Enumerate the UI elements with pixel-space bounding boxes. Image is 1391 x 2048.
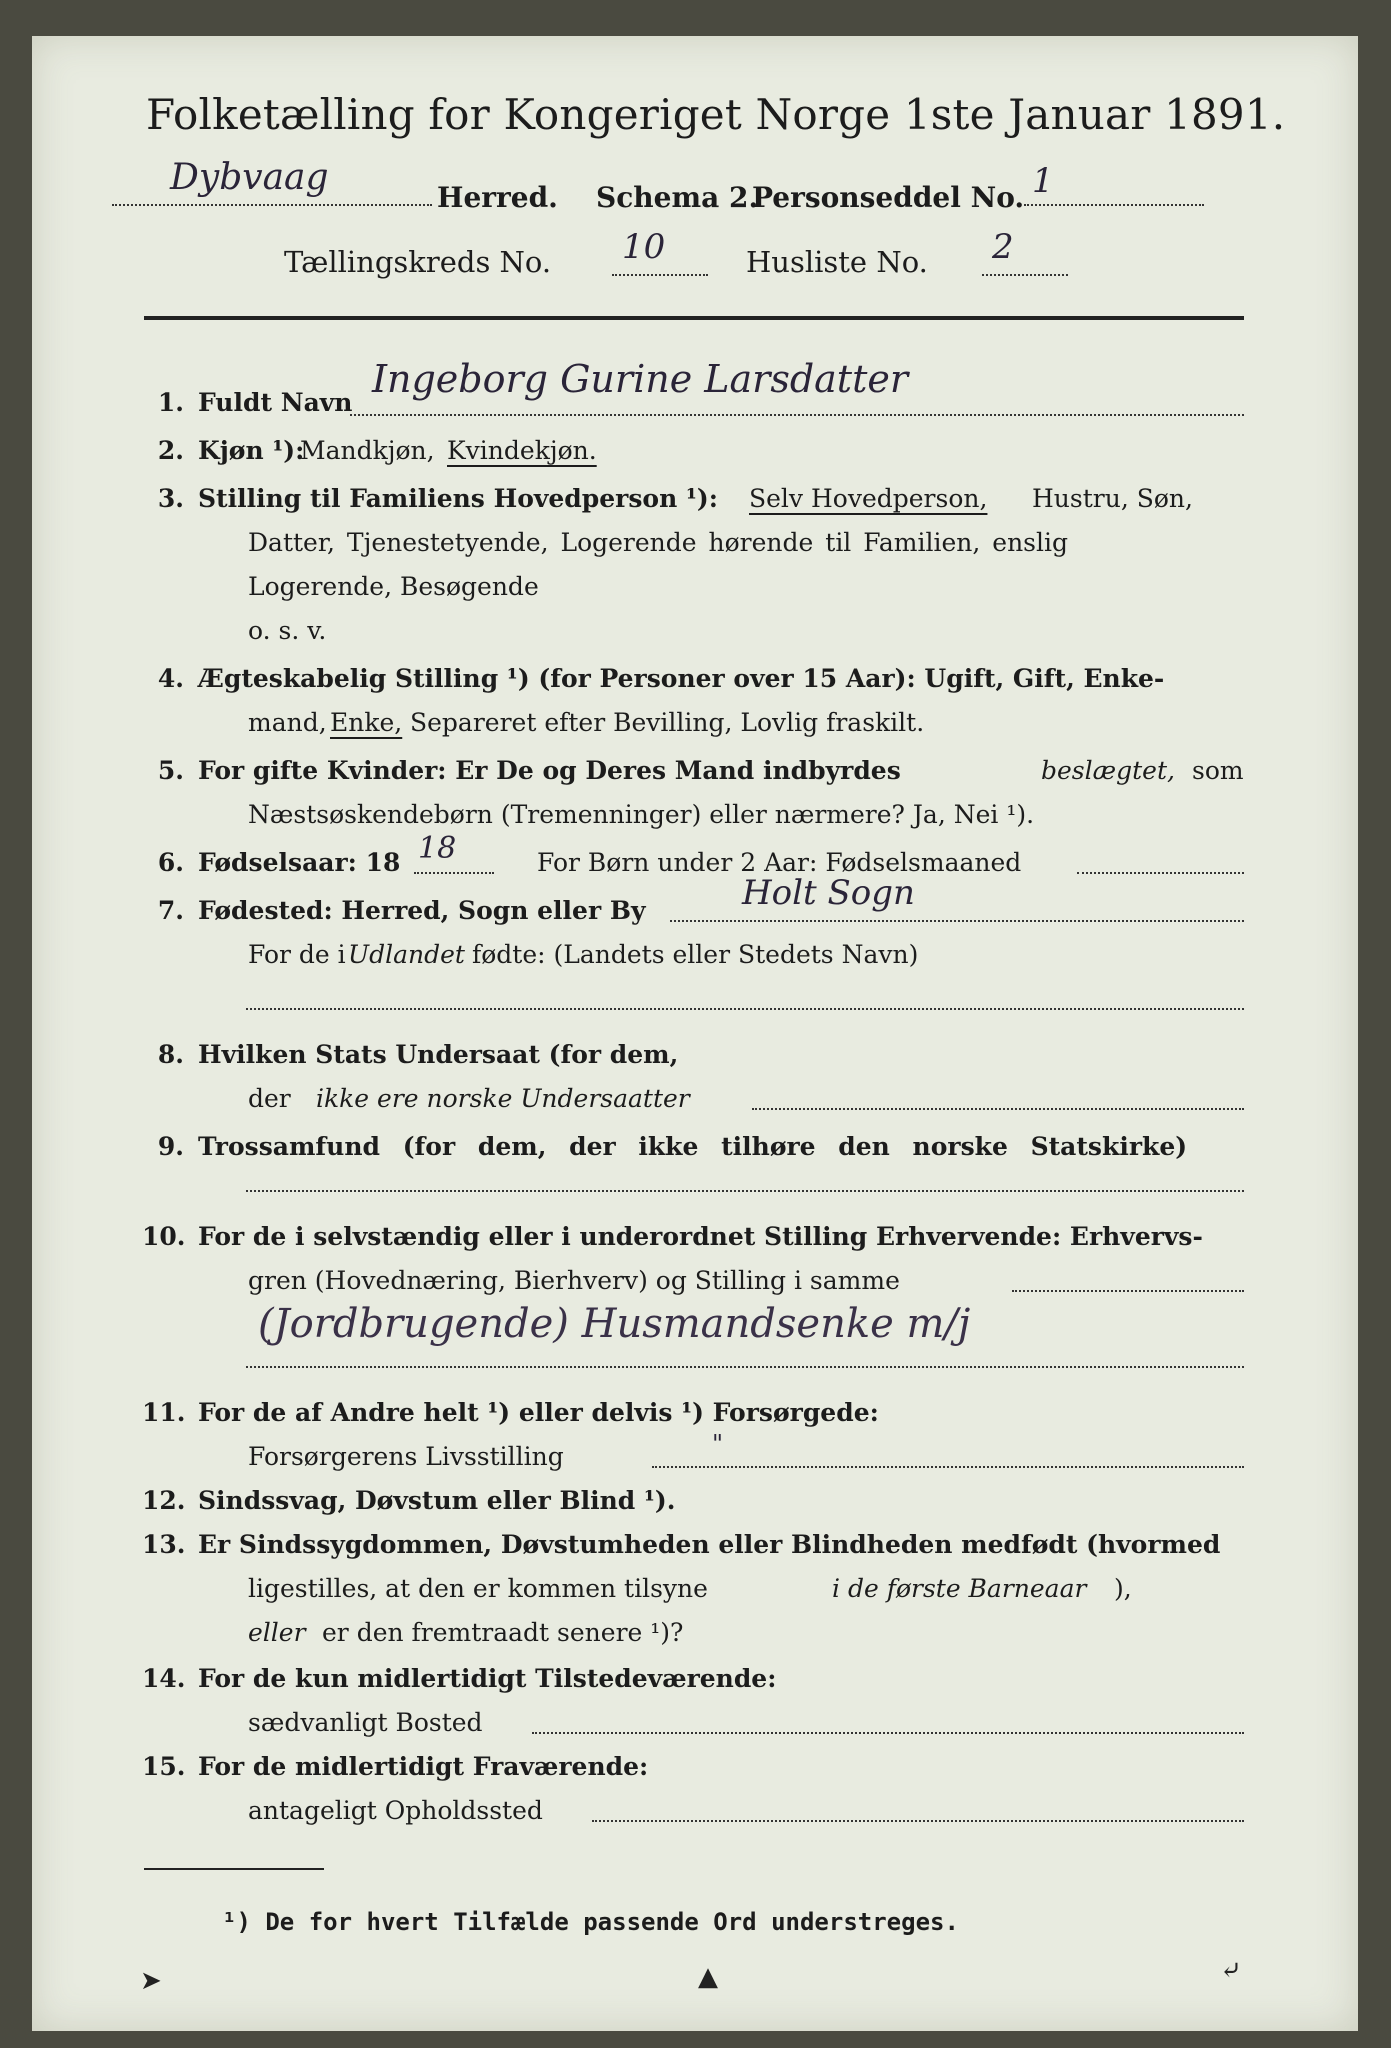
- q3-label: Stilling til Familiens Hovedperson ¹):: [198, 484, 718, 513]
- q7-value: Holt Sogn: [742, 873, 915, 913]
- q4-line1: Ægteskabelig Stilling ¹) (for Personer over 15 Aar): Ugift, Gift, Enke-: [198, 664, 1165, 693]
- q6-value: 18: [418, 831, 457, 866]
- q7-line2-end: fødte: (Landets eller Stedets Navn): [472, 940, 919, 969]
- q13-line3-end: er den fremtraadt senere ¹)?: [322, 1618, 684, 1647]
- q14-line1: For de kun midlertidigt Tilstedeværende:: [198, 1664, 777, 1693]
- schema-label: Schema 2.: [596, 181, 759, 214]
- q11-line: [652, 1466, 1244, 1468]
- q11-value: ": [712, 1430, 724, 1458]
- q12-line1: Sindssvag, Døvstum eller Blind ¹).: [198, 1486, 676, 1515]
- q9-number: 9.: [157, 1132, 184, 1161]
- q1-number: 1.: [157, 388, 184, 417]
- q2-label: Kjøn ¹):: [198, 436, 305, 465]
- corner-mark-left-icon: ➤: [140, 1966, 162, 1996]
- herred-value: Dybvaag: [170, 157, 329, 198]
- q11-line1: For de af Andre helt ¹) eller delvis ¹) Forsørgede:: [198, 1398, 879, 1427]
- q7-line2-start: For de i: [248, 940, 346, 969]
- q1-value: Ingeborg Gurine Larsdatter: [372, 357, 908, 401]
- personseddel-label: Personseddel No.: [752, 181, 1025, 214]
- q1-line: [350, 414, 1244, 416]
- husliste-line: [982, 274, 1068, 276]
- q14-line2: sædvanligt Bosted: [248, 1708, 483, 1737]
- q3-number: 3.: [157, 484, 184, 513]
- q11-number: 11.: [142, 1398, 186, 1427]
- corner-mark-right-icon: ⤶: [1220, 1956, 1242, 1986]
- q6-number: 6.: [157, 848, 184, 877]
- q7-foreign-line: [246, 1008, 1244, 1010]
- q6-line: [414, 872, 494, 874]
- q15-line: [592, 1820, 1244, 1822]
- census-form-page: [32, 36, 1358, 2031]
- q13-number: 13.: [142, 1530, 186, 1559]
- header-rule: [144, 316, 1244, 320]
- q8-line1: Hvilken Stats Undersaat (for dem,: [198, 1040, 679, 1069]
- q15-line2: antageligt Opholdssted: [248, 1796, 543, 1825]
- q5-line1-end: som: [1192, 756, 1244, 785]
- q7-number: 7.: [157, 896, 184, 925]
- q3-line2: Datter, Tjenestetyende, Logerende hørende til Familien, enslig: [248, 528, 1069, 557]
- footnote-rule: [144, 1868, 324, 1870]
- q14-line: [532, 1732, 1244, 1734]
- footnote: ¹) De for hvert Tilfælde passende Ord understreges.: [222, 1908, 959, 1936]
- q5-line2: Næstsøskendebørn (Tremenninger) eller nærmere? Ja, Nei ¹).: [248, 800, 1035, 829]
- q1-label: Fuldt Navn: [198, 388, 353, 417]
- q6-month-line: [1077, 872, 1244, 874]
- q6-label: Fødselsaar: 18: [198, 848, 401, 877]
- q7-line2-italic: Udlandet: [348, 940, 465, 969]
- q5-line1: For gifte Kvinder: Er De og Deres Mand indbyrdes: [198, 756, 901, 785]
- q8-line2-italic: ikke ere norske Undersaatter: [316, 1084, 690, 1113]
- q8-line2-start: der: [248, 1084, 291, 1113]
- q7-label: Fødested: Herred, Sogn eller By: [198, 896, 646, 925]
- q2-number: 2.: [157, 436, 184, 465]
- q9-line1: Trossamfund (for dem, der ikke tilhøre den norske Statskirke): [198, 1132, 1188, 1161]
- q13-line1: Er Sindssygdommen, Døvstumheden eller Blindheden medfødt (hvormed: [198, 1530, 1221, 1559]
- q5-line1-italic: beslægtet,: [1041, 756, 1175, 785]
- q4-line2-end: Separeret efter Bevilling, Lovlig fraskilt.: [410, 708, 925, 737]
- q15-number: 15.: [142, 1752, 186, 1781]
- form-title: Folketælling for Kongeriget Norge 1ste Januar 1891.: [146, 90, 1286, 139]
- q8-line: [752, 1108, 1244, 1110]
- q5-number: 5.: [157, 756, 184, 785]
- q3-line4: o. s. v.: [248, 616, 327, 645]
- q4-line2-start: mand,: [248, 708, 327, 737]
- q4-number: 4.: [157, 664, 184, 693]
- q13-line2-start: ligestilles, at den er kommen tilsyne: [248, 1574, 708, 1603]
- q10-line1: For de i selvstændig eller i underordnet Stilling Erhvervende: Erhvervs-: [198, 1222, 1203, 1251]
- personseddel-line: [1024, 204, 1204, 206]
- q11-line2: Forsørgerens Livsstilling: [248, 1442, 564, 1471]
- q2-option-female: Kvindekjøn.: [447, 436, 597, 465]
- q2-option-male: Mandkjøn,: [300, 436, 435, 465]
- q8-number: 8.: [157, 1040, 184, 1069]
- q6-rest: For Børn under 2 Aar: Fødselsmaaned: [537, 848, 1022, 877]
- q10-line2: gren (Hovednæring, Bierhverv) og Stilling i samme: [248, 1266, 900, 1295]
- q12-number: 12.: [142, 1486, 186, 1515]
- q15-line1: For de midlertidigt Fraværende:: [198, 1752, 649, 1781]
- q3-line1-rest: Hustru, Søn,: [1032, 484, 1193, 513]
- husliste-label: Husliste No.: [746, 245, 928, 279]
- q10-number: 10.: [142, 1222, 186, 1251]
- q13-line2-end: ),: [1114, 1574, 1132, 1603]
- personseddel-value: 1: [1032, 161, 1054, 201]
- taellingskreds-line: [612, 274, 708, 276]
- taellingskreds-label: Tællingskreds No.: [284, 245, 552, 279]
- corner-mark-center-icon: ▲: [698, 1962, 718, 1992]
- herred-label: Herred.: [437, 181, 558, 214]
- taellingskreds-value: 10: [622, 227, 666, 267]
- q3-line3: Logerende, Besøgende: [248, 572, 539, 601]
- q10-line2-dots: [1012, 1290, 1244, 1292]
- q3-option-hovedperson: Selv Hovedperson,: [749, 484, 988, 513]
- husliste-value: 2: [992, 227, 1014, 267]
- herred-line: [112, 204, 432, 206]
- q14-number: 14.: [142, 1664, 186, 1693]
- q10-value: (Jordbrugende) Husmandsenke m/j: [258, 1301, 971, 1347]
- q13-line2-italic: i de første Barneaar: [832, 1574, 1087, 1603]
- q9-line: [246, 1190, 1244, 1192]
- q4-option-enke: Enke,: [330, 708, 403, 737]
- q13-line3-italic: eller: [248, 1618, 306, 1647]
- q7-line: [670, 920, 1244, 922]
- q10-line: [246, 1366, 1244, 1368]
